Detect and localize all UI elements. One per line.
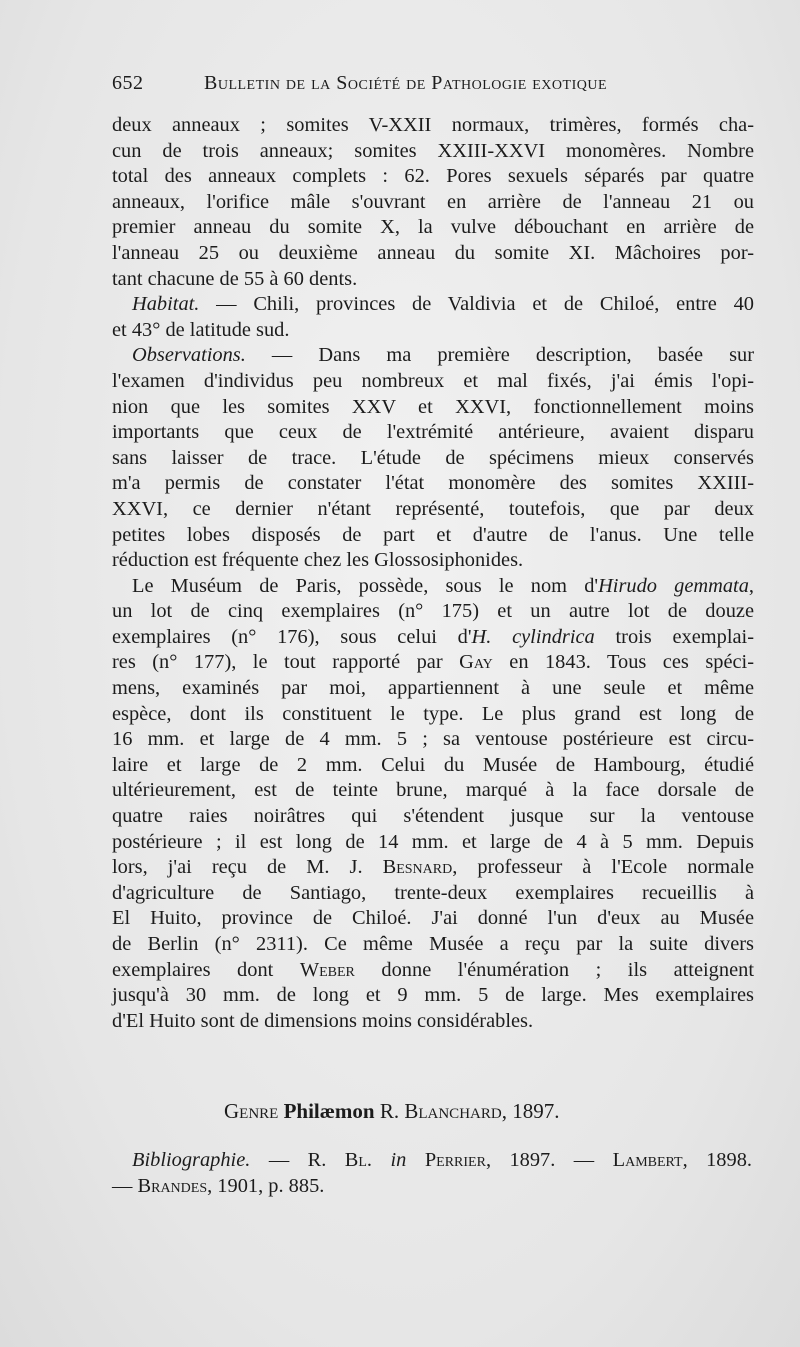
text-run: donne l'énumération ; ils atteignent (354, 958, 754, 981)
text-line: un lot de cinq exemplaires (n° 175) et un autre lot de douze (112, 600, 754, 623)
text-line: sans laisser de trace. L'étude de spécimens mieux conservés (112, 446, 754, 469)
text-run: , 1897. — (485, 1149, 613, 1171)
habitat-line (112, 292, 754, 318)
text-line (112, 855, 754, 881)
text-line: premier anneau du somite X, la vulve débouchant en arrière de (112, 216, 754, 239)
text-run: exemplaires (n° 176), sous celui d' (112, 625, 472, 648)
text-line: postérieure ; il est long de 14 mm. et large de 4 à 5 mm. Depuis (112, 830, 754, 853)
text-run: , 1901, p. 885. (207, 1174, 325, 1197)
text-line (112, 574, 754, 600)
habitat-text: — Chili, provinces de Valdivia et de Chiloé, entre 40 (199, 293, 754, 316)
text-run: , professeur à l'Ecole normale (452, 856, 755, 879)
text-run: , (748, 574, 754, 597)
text-line: jusqu'à 30 mm. de long et 9 mm. 5 de large. Mes exemplaires (112, 984, 754, 1007)
author-name: Lambert (612, 1149, 683, 1171)
bibliography-label: Bibliographie. (132, 1149, 251, 1171)
text-line: deux anneaux ; somites V-XXII normaux, trimères, formés cha- (112, 114, 754, 136)
author-name: Weber (299, 958, 355, 981)
bibliography-line (112, 1174, 752, 1200)
observations-line (112, 343, 754, 369)
text-run: exemplaires dont (112, 958, 300, 981)
text-line: m'a permis de constater l'état monomère des somites XXIII- (112, 472, 754, 495)
text-line: l'examen d'individus peu nombreux et mal fixés, j'ai émis l'opi- (112, 369, 754, 392)
text-line: de Berlin (n° 2311). Ce même Musée a reçu par la suite divers (112, 933, 754, 955)
running-title: Bulletin de la Société de Pathologie exotique (204, 72, 608, 94)
text-line: nion que les somites XXV et XXVI, fonctionnellement moins (112, 395, 754, 418)
text-line: importants que ceux de l'extrémité antérieure, avaient disparu (112, 421, 754, 444)
text-run: — R. (250, 1149, 345, 1171)
text-line: anneaux, l'orifice mâle s'ouvrant en arrière de l'anneau 21 ou (112, 190, 754, 213)
text-line: quatre raies noirâtres qui s'étendent jusque sur la ventouse (112, 805, 754, 828)
text-line (112, 625, 754, 651)
habitat-label: Habitat. (132, 293, 200, 316)
author-name: Besnard (382, 856, 453, 879)
text-line (112, 958, 754, 984)
text-line: réduction est fréquente chez les Glossosiphonides. (112, 549, 524, 572)
text-line: d'El Huito sont de dimensions moins considérables. (112, 1009, 534, 1032)
text-run: trois exemplai- (594, 625, 754, 648)
text-line: XXVI, ce dernier n'étant représenté, toutefois, que par deux (112, 497, 754, 520)
text-line: d'agriculture de Santiago, trente-deux exemplaires recueillis à (112, 881, 754, 904)
text-line: El Huito, province de Chiloé. J'ai donné l'un d'eux au Musée (112, 907, 754, 930)
text-line: mens, examinés par moi, appartiennent à une seule et même (112, 677, 754, 700)
text-line (112, 650, 754, 676)
text-line: 16 mm. et large de 4 mm. 5 ; sa ventouse postérieure est circu- (112, 728, 754, 751)
species-name: Hirudo gemmata (598, 574, 749, 597)
genre-year: , 1897. (501, 1099, 560, 1123)
text-line: tant chacune de 55 à 60 dents. (112, 267, 358, 290)
page-header (112, 72, 672, 95)
text-line: total des anneaux complets : 62. Pores sexuels séparés par quatre (112, 165, 754, 188)
text-run: res (n° 177), le tout rapporté par (112, 651, 460, 674)
author-name: Bl. (344, 1149, 373, 1171)
text-run: en 1843. Tous ces spéci- (492, 651, 755, 674)
text-run: in (390, 1149, 407, 1171)
observations-text: — Dans ma première description, basée sur (245, 344, 754, 367)
genre-word: Genre (224, 1099, 279, 1123)
text-line: petites lobes disposés de part et d'autre de l'anus. Une telle (112, 523, 754, 546)
bibliography-line (112, 1148, 752, 1174)
text-line: laire et large de 2 mm. Celui du Musée de Hambourg, étudié (112, 753, 754, 776)
bibliography (112, 1148, 752, 1199)
author-name: Brandes (137, 1174, 208, 1197)
text-line: l'anneau 25 ou deuxième anneau du somite XI. Mâchoires por- (112, 241, 754, 264)
text-run: lors, j'ai reçu de M. J. (112, 856, 383, 879)
observations-label: Observations. (132, 344, 246, 367)
species-name: H. cylindrica (471, 625, 595, 648)
author-name: Gay (459, 651, 493, 674)
text-run: — (112, 1174, 138, 1197)
text-line: cun de trois anneaux; somites XXIII-XXVI monomères. Nombre (112, 139, 754, 162)
genre-heading (224, 1099, 644, 1124)
text-run: , 1898. (682, 1149, 752, 1171)
genre-author: R. Blanchard (379, 1099, 502, 1123)
author-name: Perrier (424, 1149, 486, 1171)
body-text (112, 113, 754, 1034)
text-run: Le Muséum de Paris, possède, sous le nom d' (132, 574, 599, 597)
text-line: espèce, dont ils constituent le type. Le plus grand est long de (112, 702, 754, 725)
page-number: 652 (112, 72, 144, 94)
text-line: ultérieurement, est de teinte brune, marqué à la face dorsale de (112, 779, 754, 802)
habitat-line-2: et 43° de latitude sud. (112, 318, 290, 341)
genre-name: Philæmon (283, 1099, 375, 1123)
